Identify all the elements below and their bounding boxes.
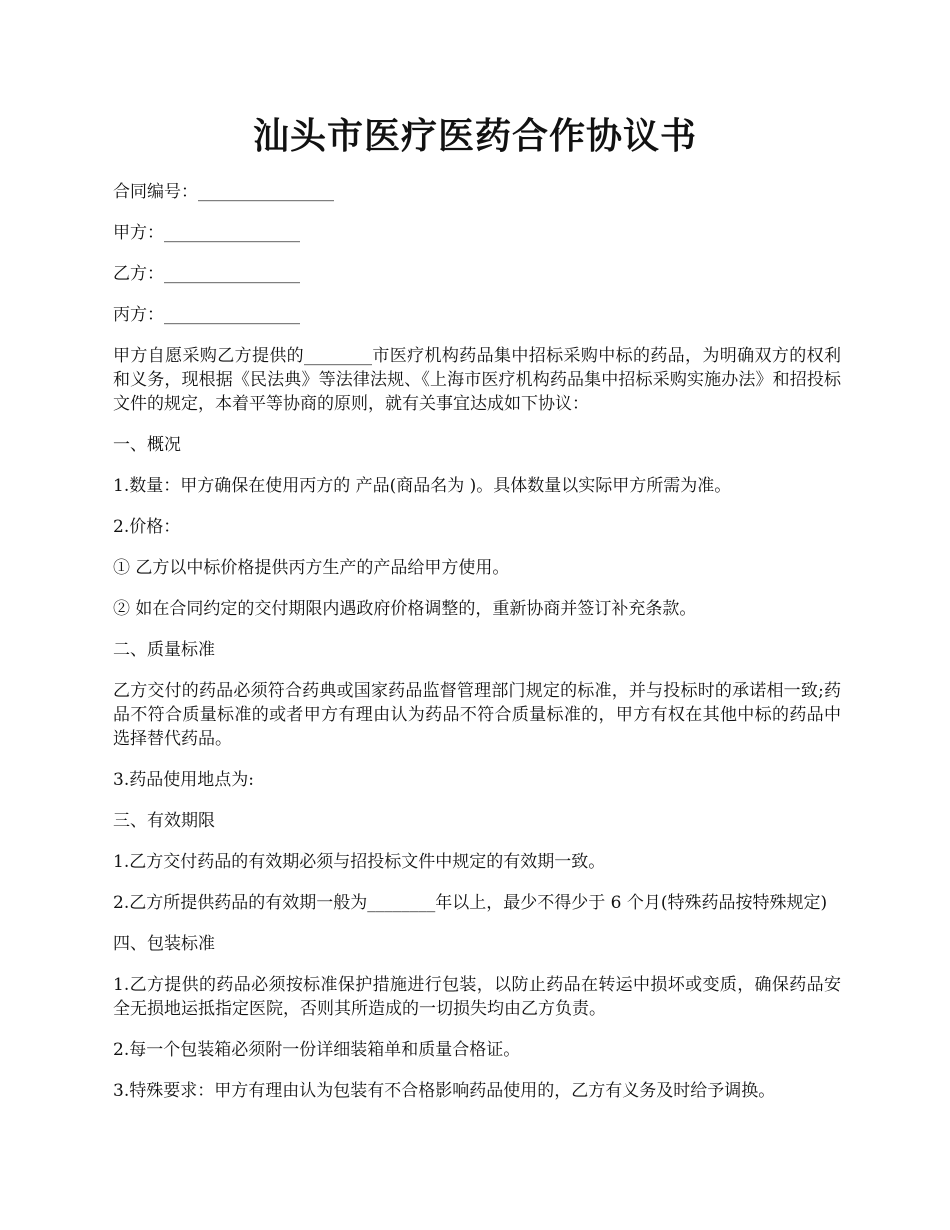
document-body	[113, 180, 841, 1120]
clause-price-item-1: ① 乙方以中标价格提供丙方生产的产品给甲方使用。	[113, 558, 510, 578]
contract-number-line: 合同编号：________________	[113, 182, 334, 202]
party-c-line: 丙方：________________	[113, 305, 300, 325]
quality-paragraph: 乙方交付的药品必须符合药典或国家药品监督管理部门规定的标准，并与投标时的承诺相一致;药品不符合质量标准的或者甲方有理由认为药品不符合质量标准的，甲方有权在其他中标的药品中选择替代药品。	[113, 681, 841, 749]
preamble-paragraph: 甲方自愿采购乙方提供的________市医疗机构药品集中招标采购中标的药品，为明确双方的权利和义务，现根据《民法典》等法律法规、《上海市医疗机构药品集中招标采购实施办法》和招投标文件的规定，本着平等协商的原则，就有关事宜达成如下协议：	[113, 346, 841, 414]
clause-validity-2: 2.乙方所提供药品的有效期一般为________年以上，最少不得少于 6 个月(特殊药品按特殊规定)	[113, 893, 828, 913]
clause-packaging-1: 1.乙方提供的药品必须按标准保护措施进行包装，以防止药品在转运中损坏或变质，确保药品安全无损地运抵指定医院，否则其所造成的一切损失均由乙方负责。	[113, 975, 841, 1019]
clause-price: 2.价格：	[113, 517, 181, 537]
section-heading-validity: 三、有效期限	[113, 811, 215, 831]
section-heading-quality: 二、质量标准	[113, 640, 215, 660]
section-heading-overview: 一、概况	[113, 435, 181, 455]
party-a-line: 甲方：________________	[113, 223, 300, 243]
clause-packaging-2: 2.每一个包装箱必须附一份详细装箱单和质量合格证。	[113, 1040, 521, 1060]
section-heading-packaging: 四、包装标准	[113, 934, 215, 954]
clause-validity-1: 1.乙方交付药品的有效期必须与招投标文件中规定的有效期一致。	[113, 852, 606, 872]
document-title: 汕头市医疗医药合作协议书	[252, 115, 697, 157]
clause-quantity: 1.数量：甲方确保在使用丙方的 产品(商品名为 )。具体数量以实际甲方所需为准。	[113, 476, 732, 496]
party-b-line: 乙方：________________	[113, 264, 300, 284]
clause-usage-location: 3.药品使用地点为:	[113, 770, 254, 790]
clause-packaging-3: 3.特殊要求：甲方有理由认为包装有不合格影响药品使用的，乙方有义务及时给予调换。	[113, 1081, 776, 1101]
clause-price-item-2: ② 如在合同约定的交付期限内遇政府价格调整的，重新协商并签订补充条款。	[113, 599, 697, 619]
